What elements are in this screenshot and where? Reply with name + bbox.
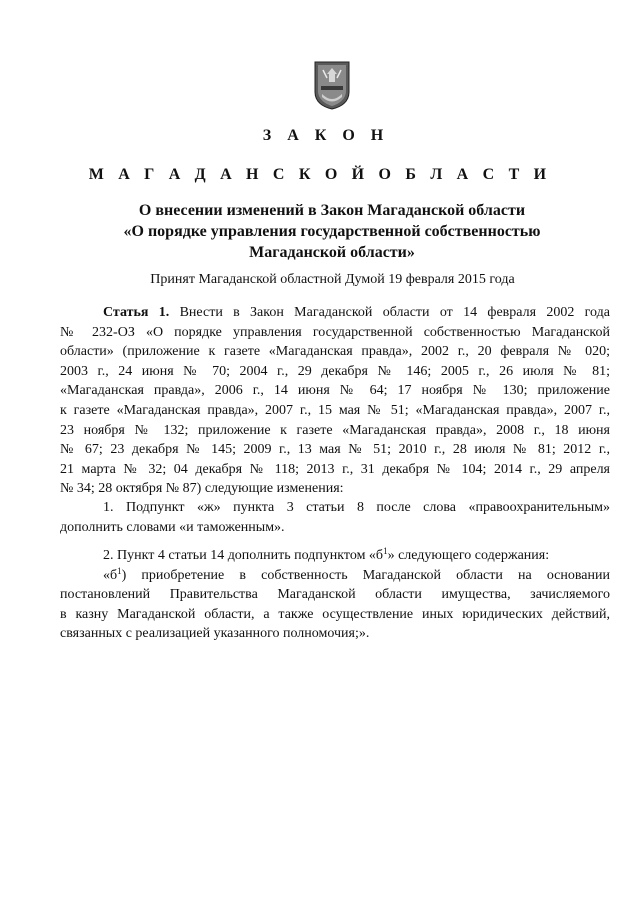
subtitle-line: «О порядке управления государственной собственностью [123, 223, 541, 240]
item-1-paragraph [60, 498, 610, 537]
item-2-intro-text: 2. Пункт 4 статьи 14 дополнить подпунктом «б [103, 548, 384, 563]
paragraph-line: дополнить словами «и таможенным». [60, 519, 285, 535]
paragraph-line: № 232-ОЗ «О порядке управления государственной собственностью Магаданской [60, 324, 610, 340]
paragraph-line: постановлений Правительства Магаданской области имущества, зачисляемого [60, 587, 610, 603]
paragraph-line: связанных с реализацией указанного полномочия;». [60, 626, 370, 642]
paragraph-line: 21 марта № 32; 04 декабря № 118; 2013 г., 31 декабря № 104; 2014 г., 29 апреля [60, 461, 610, 477]
quote-text: ) приобретение в собственность Магаданской области на основании [121, 567, 610, 583]
article-text: Внести в Закон Магаданской области от 14 февраля 2002 года [169, 305, 610, 320]
item-2-paragraph [60, 546, 610, 644]
paragraph-line: 23 ноября № 132; приложение к газете «Магаданская правда», 2008 г., 18 июня [60, 422, 610, 438]
paragraph-line [60, 546, 610, 566]
paragraph-line: области» (приложение к газете «Магаданская правда», 2002 г., 20 февраля № 020; [60, 344, 610, 360]
law-subtitle [60, 200, 604, 263]
paragraph-line: № 67; 23 декабря № 145; 2009 г., 13 мая № 51; 2010 г., 28 июля № 81; 2012 г., [60, 442, 610, 458]
paragraph-line [60, 566, 610, 586]
region-title: М А Г А Д А Н С К О Й О Б Л А С Т И [88, 166, 552, 183]
paragraph-line: «Магаданская правда», 2006 г., 14 июня № 64; 17 ноября № 130; приложение [60, 383, 610, 399]
subtitle-line: О внесении изменений в Закон Магаданской области [138, 202, 526, 219]
document-type-title: З А К О Н [262, 127, 390, 144]
quote-text: «б [103, 567, 118, 583]
item-2-intro-text: » следующего содержания: [387, 548, 550, 563]
adoption-date-line: Принят Магаданской областной Думой 19 февраля 2015 года [150, 272, 515, 287]
paragraph-line: в казну Магаданской области, а также осуществление иных юридических действий, [60, 606, 610, 622]
article-label: Статья 1. [103, 305, 170, 320]
article-1-paragraph [60, 303, 610, 499]
paragraph-line: 2003 г., 24 июня № 70; 2004 г., 29 декабря № 146; 2005 г., 26 июля № 81; [60, 363, 610, 379]
paragraph-line: 1. Подпункт «ж» пункта 3 статьи 8 после слова «правоохранительным» [103, 500, 610, 515]
coat-of-arms-icon [313, 60, 351, 110]
paragraph-line [60, 303, 610, 323]
paragraph-line: № 34; 28 октября № 87) следующие изменения: [60, 481, 344, 497]
superscript: 1 [383, 546, 388, 556]
paragraph-line: к газете «Магаданская правда», 2007 г., 15 мая № 51; «Магаданская правда», 2007 г., [60, 402, 610, 418]
superscript: 1 [117, 565, 122, 576]
subtitle-line: Магаданской области» [249, 244, 415, 261]
